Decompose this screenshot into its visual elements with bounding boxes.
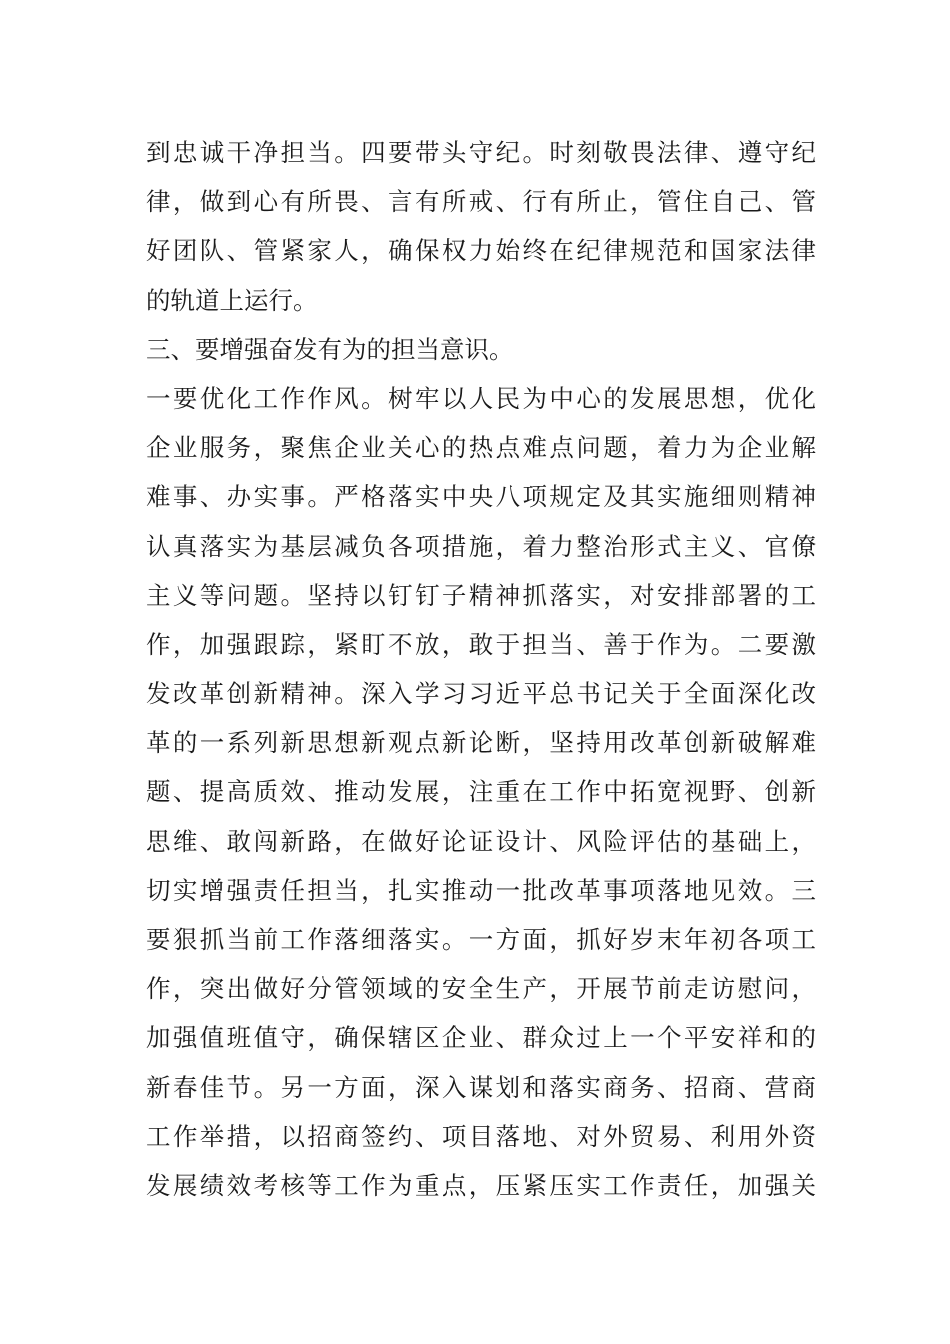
body-text	[146, 128, 816, 1210]
text-line: 主义等问题。坚持以钉钉子精神抓落实，对安排部署的工	[146, 580, 816, 610]
text-line: 的轨道上运行。	[146, 285, 318, 315]
text-line: 加强值班值守，确保辖区企业、群众过上一个平安祥和的	[146, 1023, 816, 1053]
text-line: 企业服务，聚焦企业关心的热点难点问题，着力为企业解	[146, 433, 816, 463]
section-heading: 三、要增强奋发有为的担当意识。	[146, 334, 514, 364]
text-line: 难事、办实事。严格落实中央八项规定及其实施细则精神	[146, 482, 816, 512]
text-line: 发展绩效考核等工作为重点，压紧压实工作责任，加强关	[146, 1170, 816, 1200]
text-line: 要狠抓当前工作落细落实。一方面，抓好岁末年初各项工	[146, 925, 816, 954]
text-line: 律，做到心有所畏、言有所戒、行有所止，管住自己、管	[146, 187, 816, 217]
text-line: 好团队、管紧家人，确保权力始终在纪律规范和国家法律	[146, 236, 816, 266]
text-line: 切实增强责任担当，扎实推动一批改革事项落地见效。三	[146, 875, 816, 905]
text-line: 认真落实为基层减负各项措施，着力整治形式主义、官僚	[146, 531, 816, 561]
text-line: 发改革创新精神。深入学习习近平总书记关于全面深化改	[146, 679, 816, 709]
text-line: 到忠诚干净担当。四要带头守纪。时刻敬畏法律、遵守纪	[146, 138, 816, 167]
text-line: 一要优化工作作风。树牢以人民为中心的发展思想，优化	[146, 383, 816, 413]
text-line: 作，加强跟踪，紧盯不放，敢于担当、善于作为。二要激	[146, 629, 816, 659]
text-line: 革的一系列新思想新观点新论断，坚持用改革创新破解难	[146, 728, 816, 758]
text-line: 新春佳节。另一方面，深入谋划和落实商务、招商、营商	[146, 1072, 816, 1102]
text-line: 题、提高质效、推动发展，注重在工作中拓宽视野、创新	[146, 777, 816, 807]
text-line: 思维、敢闯新路，在做好论证设计、风险评估的基础上，	[146, 826, 816, 856]
text-line: 作，突出做好分管领域的安全生产，开展节前走访慰问，	[146, 974, 816, 1004]
text-line: 工作举措，以招商签约、项目落地、对外贸易、利用外资	[146, 1121, 816, 1151]
